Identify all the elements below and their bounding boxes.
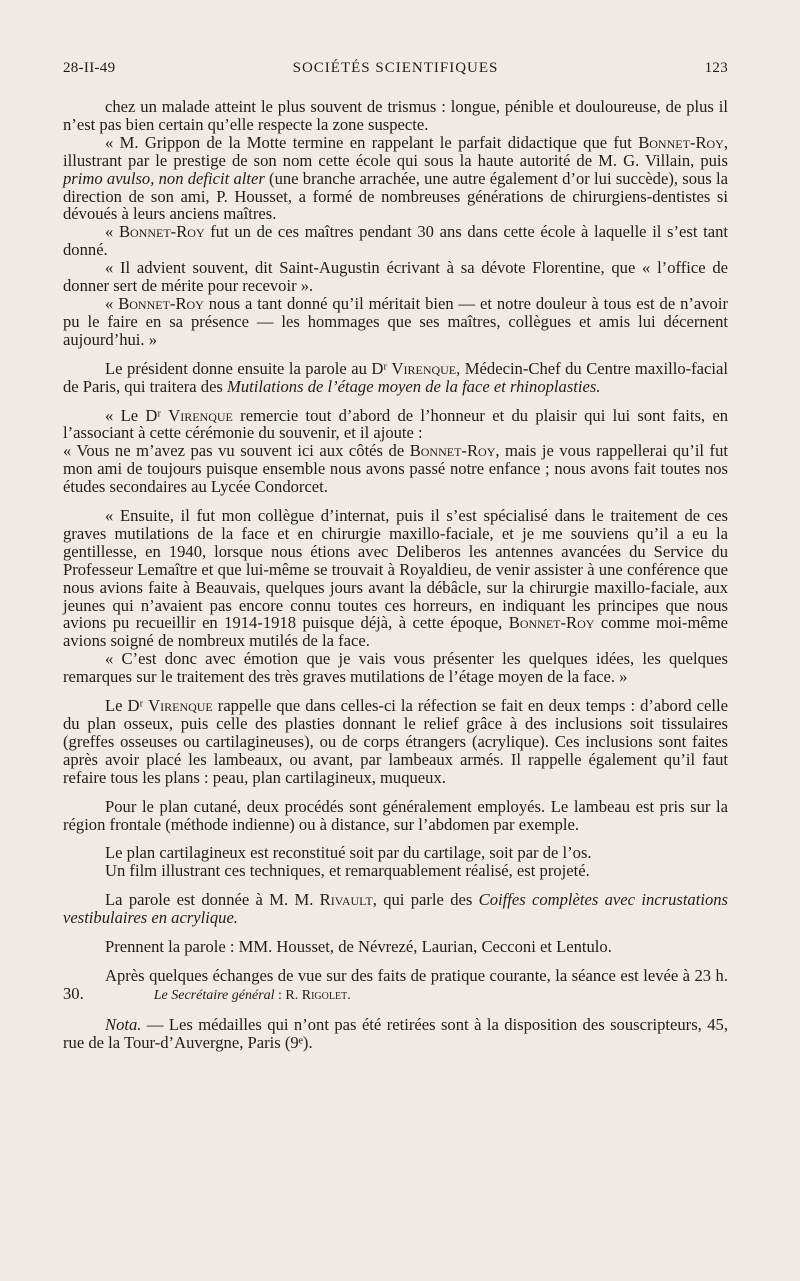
text-run: primo avulso, non deficit alter [63, 168, 265, 188]
text-run: nous a tant donné qu’il méritait bien — et notre douleur à tous est de n’avoir pu le faire en sa présence — les hommages que ses maîtres, collègues et amis lui décernent aujourd’hui. » [63, 293, 728, 349]
text-run: fut un de ces maîtres pendant 30 ans dans cette école à laquelle il s’est tant donné. [63, 222, 728, 260]
text-run: Le plan cartilagineux est reconstitué soit par du cartilage, soit par de l’os. [105, 843, 592, 863]
text-run: Bonnet-Roy [638, 132, 724, 152]
text-run: Rivault [319, 890, 373, 910]
text-run: Prennent la parole : MM. Housset, de Névrezé, Laurian, Cecconi et Lentulo. [105, 937, 612, 957]
paragraph [63, 98, 728, 134]
header-title: SOCIÉTÉS SCIENTIFIQUES [292, 60, 499, 76]
text-run: Un film illustrant ces techniques, et remarquablement réalisé, est projeté. [105, 861, 590, 881]
paragraph [63, 442, 728, 496]
text-run: « [105, 293, 119, 313]
text-run: Le Dʳ [105, 696, 149, 716]
paragraph [63, 862, 728, 880]
paragraph [63, 697, 728, 787]
text-run: , qui parle des [372, 890, 479, 910]
text-run: , Médecin-Chef du Centre maxillo-facial de Paris, qui traitera des [63, 358, 728, 396]
text-run: : R. [274, 987, 302, 1003]
text-run: Virenque [391, 358, 457, 378]
text-run: La parole est donnée à M. M. [105, 890, 320, 910]
text-run: Nota. [105, 1014, 142, 1034]
text-run: chez un malade atteint le plus souvent de trismus : longue, pénible et douloureuse, de plus il n’est pas bien certain qu’elle respecte la zone suspecte. [63, 97, 728, 134]
text-run: , mais je vous rappellerai qu’il fut mon ami de toujours puisque ensemble nous avons passé notre enfance ; nous avons fait toutes nos études secondaires au Lycée Condorcet. [63, 441, 728, 497]
page-number: 123 [704, 60, 728, 76]
text-run: « M. Grippon de la Motte termine en rappelant le parfait didactique que fut [105, 132, 639, 152]
paragraph [63, 798, 728, 834]
text-run: « [105, 222, 119, 242]
text-run: Le Secrétaire général [153, 987, 275, 1003]
header-date: 28-II-49 [63, 60, 116, 76]
text-run: Virenque [148, 696, 213, 716]
text-run: rappelle que dans celles-ci la réfection se fait en deux temps : d’abord celle du plan osseux, puis celle des plasties donnant le relief grâce à des inclusions soit tissulaires (greffes osseuses ou cartilagineuses), ou de corps étrangers (acrylique). Ces inclusions sont faites après avoir placé les lambeaux, ou avant, par lambeaux armés. Il rappelle également qu’il faut refaire tous les plans : peau, plan cartilagineux, muqueux. [63, 696, 729, 787]
text-run: — Les médailles qui n’ont pas été retirées sont à la disposition des souscripteurs, 45, rue de la Tour-d’Auvergne, Paris (9ᵉ). [63, 1014, 728, 1052]
paragraph [63, 259, 728, 295]
article-body [63, 98, 728, 1052]
paragraph [63, 967, 728, 1005]
text-run: Bonnet-Roy [409, 441, 496, 461]
paragraph [63, 134, 728, 224]
text-run: , illustrant par le prestige de son nom cette école qui sous la haute autorité de M. G. Villain, puis [63, 132, 728, 170]
paragraph [63, 223, 728, 259]
paragraph [63, 1016, 728, 1052]
text-run: « C’est donc avec émotion que je vais vous présenter les quelques idées, les quelques remarques sur le traitement des très graves mutilations de l’étage moyen de la face. » [63, 649, 728, 687]
text-run: remercie tout d’abord de l’honneur et du plaisir qui lui sont faits, en l’associant à cette cérémonie du souvenir, et il ajoute : [63, 405, 728, 443]
text-run: comme moi-même avions soigné de nombreux mutilés de la face. [63, 613, 728, 651]
running-header [63, 60, 728, 82]
paragraph [63, 844, 728, 862]
text-run: Bonnet-Roy [508, 613, 595, 633]
text-run: Après quelques échanges de vue sur des faits de pratique courante, la séance est levée à 23 h. 30. [63, 965, 728, 1003]
text-run: « Le Dʳ [105, 405, 169, 425]
paragraph [63, 507, 728, 650]
paragraph [63, 360, 728, 396]
text-run: Bonnet-Roy [118, 293, 204, 313]
text-run: (une branche arrachée, une autre également d’or lui succède), sous la direction de son ami, P. Housset, a formé de nombreuses générations de chirurgiens-dentistes si dévoués à leurs anciens maîtres. [63, 168, 728, 224]
paragraph [63, 938, 728, 956]
text-run: « Vous ne m’avez pas vu souvent ici aux côtés de [63, 441, 410, 461]
text-run: Pour le plan cutané, deux procédés sont généralement employés. Le lambeau est pris sur la région frontale (méthode indienne) ou à distance, sur l’abdomen par exemple. [63, 796, 728, 834]
text-run: « Ensuite, il fut mon collègue d’internat, puis il s’est spécialisé dans le traitement de ces graves mutilations de la face et en chirurgie maxillo-faciale, et je me souviens qu’il a eu la gentillesse, en 1940, lorsque nous étions avec Deliberos les antennes avancées du Service du Professeur Lemaître et que lui-même se trouvait à Royaldieu, de venir assister à une conférence que nous avions faite à Beauvais, quelques jours avant la débâcle, sur la chirurgie maxillo-faciale, aux jeunes qui n’avaient pas encore connu toutes ces horreurs, en indiquant les principes que nous avions pu recueillir en 1914-1918 puisque déjà, à cette époque, [63, 506, 728, 633]
text-run: Le président donne ensuite la parole au Dʳ [105, 358, 392, 378]
paragraph [63, 650, 728, 686]
text-run: Bonnet-Roy [118, 222, 205, 242]
paragraph [63, 295, 728, 349]
text-run: . [347, 987, 351, 1003]
text-run: Mutilations de l’étage moyen de la face et rhinoplasties. [227, 376, 601, 396]
text-run: Coiffes complètes avec incrustations vestibulaires en acrylique. [63, 890, 728, 928]
text-run: Rigolet [301, 987, 348, 1003]
text-run: Virenque [168, 405, 233, 425]
text-run: « Il advient souvent, dit Saint-Augustin écrivant à sa dévote Florentine, que « l’office de donner sert de mérite pour recevoir ». [63, 258, 728, 296]
paragraph [63, 407, 728, 443]
paragraph [63, 891, 728, 927]
